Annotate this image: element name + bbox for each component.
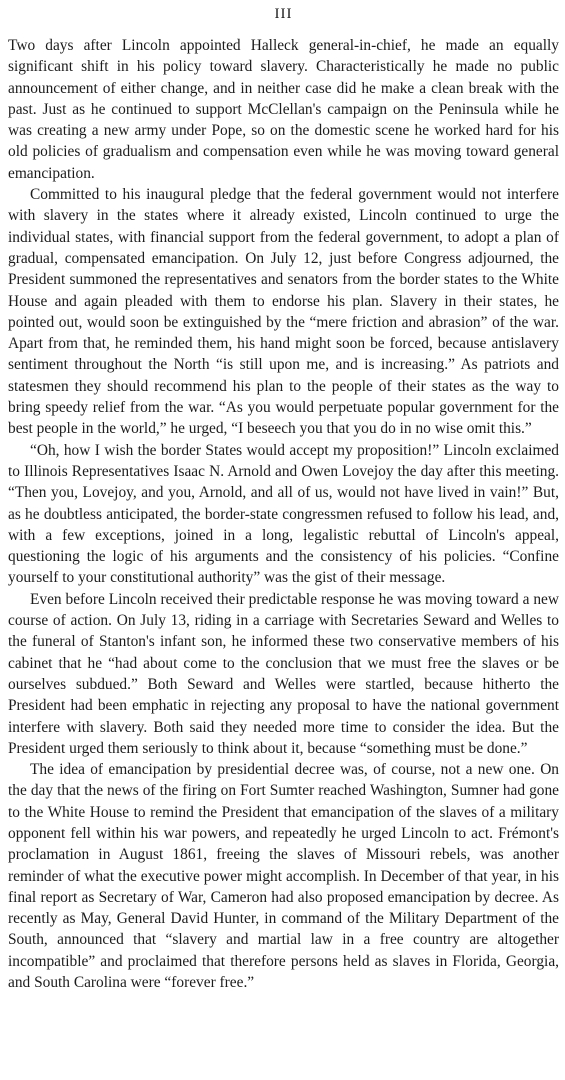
paragraph-1: Two days after Lincoln appointed Halleck general-in-chief, he made an equally significant shift in his policy toward slavery. Characteristically he made no public announcement of either change, and in neither case did he make a clean break with the past. Just as he continued to support McClellan's campaign on the Peninsula while he was creating a new army under Pope, so on the domestic scene he worked hard for his old policies of gradualism and compensation even while he was moving toward general emancipation.: [8, 37, 559, 182]
paragraph-3: “Oh, how I wish the border States would accept my proposition!” Lincoln exclaimed to Illinois Representatives Isaac N. Arnold and Owen Lovejoy the day after this meeting. “Then you, Lovejoy, and you, Arnold, and all of us, would not have lived in vain!” But, as he doubtless anticipated, the border-state congressmen refused to follow his lead, and, with a few exceptions, joined in a long, legalistic rebuttal of Lincoln's appeal, questioning the logic of his arguments and the consistency of his policies. “Confine yourself to your constitutional authority” was the gist of their message.: [8, 441, 559, 587]
paragraph-4: Even before Lincoln received their predictable response he was moving toward a new course of action. On July 13, riding in a carriage with Secretaries Seward and Welles to the funeral of Stanton's infant son, he informed these two conservative members of his cabinet that he “had about come to the conclusion that we must free the slaves or be ourselves subdued.” Both Seward and Welles were startled, because hitherto the President had been emphatic in rejecting any proposal to have the national government interfere with slavery. Both said they needed more time to consider the idea. But the President urged them seriously to think about it, because “something must be done.”: [8, 590, 559, 757]
chapter-number: III: [274, 6, 293, 22]
paragraph-5: The idea of emancipation by presidential decree was, of course, not a new one. On the day that the news of the firing on Fort Sumter reached Washington, Sumner had gone to the White House to remind the President that emancipation of the slaves of a military opponent fell within his war powers, and repeatedly he urged Lincoln to act. Frémont's proclamation in August 1861, freeing the slaves of Missouri rebels, was another reminder of what the executive power might accomplish. In December of that year, in his final report as Secretary of War, Cameron had also proposed emancipation by decree. As recently as May, General David Hunter, in command of the Military Department of the South, announced that “slavery and martial law in a free country are altogether incompatible” and proclaimed that therefore persons held as slaves in Florida, Georgia, and South Carolina were “forever free.”: [8, 761, 559, 992]
paragraph-2: Committed to his inaugural pledge that the federal government would not interfere with slavery in the states where it already existed, Lincoln continued to urge the individual states, with financial support from the federal government, to adopt a plan of gradual, compensated emancipation. On July 12, just before Congress adjourned, the President summoned the representatives and senators from the border states to the White House and again pleaded with them to endorse his plan. Slavery in their states, he pointed out, would soon be extinguished by the “mere friction and abrasion” of the war. Apart from that, he reminded them, his hand might soon be forced, because antislavery sentiment throughout the North “is still upon me, and is increasing.” As patriots and statesmen they should recommend his plan to the people of their states as the way to bring speedy relief from the war. “As you would perpetuate popular government for the best people in the world,” he urged, “I beseech you that you do in no wise omit this.”: [8, 186, 559, 438]
